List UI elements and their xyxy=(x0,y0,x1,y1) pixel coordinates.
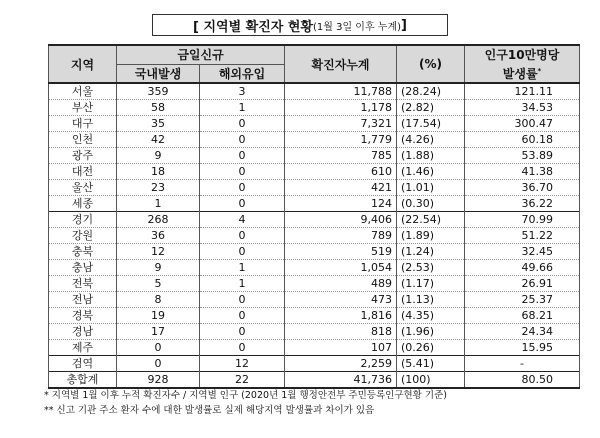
header-region: 지역 xyxy=(49,45,117,83)
cell-percent: (1.13) xyxy=(397,292,465,308)
cell-percent: (1.24) xyxy=(397,244,465,260)
cell-domestic: 42 xyxy=(117,132,200,148)
cell-percent: (28.24) xyxy=(397,83,465,100)
cell-overseas: 0 xyxy=(200,292,285,308)
table-row xyxy=(49,148,580,164)
cell-region: 전남 xyxy=(49,292,117,308)
cell-domestic: 268 xyxy=(117,212,200,228)
cell-percent: (5.41) xyxy=(397,356,465,372)
table-title xyxy=(152,14,448,36)
cell-percent: (2.53) xyxy=(397,260,465,276)
cell-overseas: 12 xyxy=(200,356,285,372)
cell-rate: 121.11 xyxy=(465,83,580,100)
cell-domestic: 0 xyxy=(117,340,200,356)
cell-percent: (1.88) xyxy=(397,148,465,164)
cell-domestic: 8 xyxy=(117,292,200,308)
cell-overseas: 1 xyxy=(200,100,285,116)
cell-overseas: 0 xyxy=(200,308,285,324)
cell-overseas: 0 xyxy=(200,324,285,340)
cell-region: 검역 xyxy=(49,356,117,372)
cell-percent: (0.30) xyxy=(397,196,465,212)
cell-region: 세종 xyxy=(49,196,117,212)
header-rate-line1: 인구10만명당 xyxy=(484,47,560,62)
cell-percent: (0.26) xyxy=(397,340,465,356)
cell-domestic: 35 xyxy=(117,116,200,132)
cell-rate: 80.50 xyxy=(465,372,580,389)
cell-rate: 36.22 xyxy=(465,196,580,212)
cell-cumulative: 41,736 xyxy=(285,372,397,389)
cell-region: 울산 xyxy=(49,180,117,196)
title-close-bracket: ] xyxy=(401,17,407,33)
cell-percent: (22.54) xyxy=(397,212,465,228)
cell-region: 경남 xyxy=(49,324,117,340)
table-row xyxy=(49,340,580,356)
cell-cumulative: 785 xyxy=(285,148,397,164)
cell-region: 전북 xyxy=(49,276,117,292)
cell-rate: 60.18 xyxy=(465,132,580,148)
cell-region: 부산 xyxy=(49,100,117,116)
cell-rate: 34.53 xyxy=(465,100,580,116)
footnotes xyxy=(44,388,447,418)
cell-domestic: 1 xyxy=(117,196,200,212)
cell-percent: (1.89) xyxy=(397,228,465,244)
cell-rate: 36.70 xyxy=(465,180,580,196)
cell-rate: 70.99 xyxy=(465,212,580,228)
header-percent: (%) xyxy=(397,45,465,83)
table-row xyxy=(49,83,580,100)
cell-overseas: 0 xyxy=(200,164,285,180)
table-row xyxy=(49,132,580,148)
cell-region: 대전 xyxy=(49,164,117,180)
table-row xyxy=(49,276,580,292)
cell-percent: (1.46) xyxy=(397,164,465,180)
cell-overseas: 0 xyxy=(200,132,285,148)
table-row xyxy=(49,116,580,132)
cell-domestic: 23 xyxy=(117,180,200,196)
title-main: [ 지역별 확진자 현황 xyxy=(193,19,313,35)
header-overseas: 해외유입 xyxy=(200,64,285,83)
cell-region: 총합계 xyxy=(49,372,117,389)
table-row xyxy=(49,228,580,244)
cell-cumulative: 9,406 xyxy=(285,212,397,228)
cell-percent: (2.82) xyxy=(397,100,465,116)
cell-cumulative: 1,178 xyxy=(285,100,397,116)
cell-region: 강원 xyxy=(49,228,117,244)
cell-percent: (1.96) xyxy=(397,324,465,340)
cell-domestic: 18 xyxy=(117,164,200,180)
table-row xyxy=(49,324,580,340)
table-row xyxy=(49,100,580,116)
cell-rate: 25.37 xyxy=(465,292,580,308)
cell-region: 서울 xyxy=(49,83,117,100)
cell-cumulative: 2,259 xyxy=(285,356,397,372)
cell-cumulative: 818 xyxy=(285,324,397,340)
cell-cumulative: 421 xyxy=(285,180,397,196)
title-subtitle: (1월 3일 이후 누계) xyxy=(313,21,402,33)
cell-cumulative: 489 xyxy=(285,276,397,292)
cell-cumulative: 124 xyxy=(285,196,397,212)
cell-cumulative: 610 xyxy=(285,164,397,180)
cell-rate: 32.45 xyxy=(465,244,580,260)
header-rate-line2: 발생률 xyxy=(502,66,538,81)
cell-cumulative: 11,788 xyxy=(285,83,397,100)
cell-domestic: 9 xyxy=(117,260,200,276)
cell-cumulative: 1,816 xyxy=(285,308,397,324)
header-today-new: 금일신규 xyxy=(117,45,285,64)
cell-percent: (1.17) xyxy=(397,276,465,292)
cell-cumulative: 789 xyxy=(285,228,397,244)
footnote-2: ** 신고 기관 주소 환자 수에 대한 발생률로 실제 해당지역 발생률과 차이가 있음 xyxy=(44,405,375,416)
cell-percent: (4.35) xyxy=(397,308,465,324)
table-row xyxy=(49,260,580,276)
cell-overseas: 22 xyxy=(200,372,285,389)
cell-domestic: 0 xyxy=(117,356,200,372)
table-row xyxy=(49,372,580,389)
cell-overseas: 1 xyxy=(200,276,285,292)
table-row xyxy=(49,196,580,212)
cell-domestic: 928 xyxy=(117,372,200,389)
footnote-1: * 지역별 1월 이후 누적 확진자수 / 지역별 인구 (2020년 1월 행정안전부 주민등록인구현황 기준) xyxy=(44,390,447,401)
cell-percent: (1.01) xyxy=(397,180,465,196)
cell-region: 광주 xyxy=(49,148,117,164)
cell-region: 충남 xyxy=(49,260,117,276)
cell-region: 인천 xyxy=(49,132,117,148)
cell-overseas: 0 xyxy=(200,116,285,132)
cell-cumulative: 519 xyxy=(285,244,397,260)
cell-overseas: 4 xyxy=(200,212,285,228)
cell-domestic: 17 xyxy=(117,324,200,340)
table-row xyxy=(49,244,580,260)
cell-cumulative: 1,779 xyxy=(285,132,397,148)
cell-percent: (100) xyxy=(397,372,465,389)
cell-percent: (4.26) xyxy=(397,132,465,148)
cell-rate: 49.66 xyxy=(465,260,580,276)
cell-rate: 300.47 xyxy=(465,116,580,132)
cell-domestic: 58 xyxy=(117,100,200,116)
cell-rate: 24.34 xyxy=(465,324,580,340)
cell-rate: 68.21 xyxy=(465,308,580,324)
cell-domestic: 12 xyxy=(117,244,200,260)
regional-cases-table xyxy=(48,44,580,389)
cell-region: 충북 xyxy=(49,244,117,260)
cell-rate: 51.22 xyxy=(465,228,580,244)
cell-overseas: 0 xyxy=(200,196,285,212)
cell-rate: 41.38 xyxy=(465,164,580,180)
cell-overseas: 1 xyxy=(200,260,285,276)
cell-cumulative: 107 xyxy=(285,340,397,356)
cell-domestic: 359 xyxy=(117,83,200,100)
cell-cumulative: 473 xyxy=(285,292,397,308)
table-row xyxy=(49,164,580,180)
cell-domestic: 19 xyxy=(117,308,200,324)
cell-region: 경북 xyxy=(49,308,117,324)
cell-overseas: 3 xyxy=(200,83,285,100)
cell-rate: - xyxy=(465,356,580,372)
table-row xyxy=(49,356,580,372)
cell-region: 경기 xyxy=(49,212,117,228)
cell-cumulative: 7,321 xyxy=(285,116,397,132)
table-row xyxy=(49,292,580,308)
cell-rate: 15.95 xyxy=(465,340,580,356)
cell-overseas: 0 xyxy=(200,180,285,196)
cell-domestic: 36 xyxy=(117,228,200,244)
cell-rate: 26.91 xyxy=(465,276,580,292)
table-row xyxy=(49,212,580,228)
cell-overseas: 0 xyxy=(200,244,285,260)
header-domestic: 국내발생 xyxy=(117,64,200,83)
cell-percent: (17.54) xyxy=(397,116,465,132)
header-rate-mark: * xyxy=(537,66,542,75)
header-rate xyxy=(465,45,580,83)
cell-domestic: 9 xyxy=(117,148,200,164)
cell-overseas: 0 xyxy=(200,340,285,356)
header-cumulative: 확진자누계 xyxy=(285,45,397,83)
cell-overseas: 0 xyxy=(200,148,285,164)
cell-domestic: 5 xyxy=(117,276,200,292)
cell-region: 제주 xyxy=(49,340,117,356)
cell-cumulative: 1,054 xyxy=(285,260,397,276)
cell-region: 대구 xyxy=(49,116,117,132)
table-row xyxy=(49,308,580,324)
table-row xyxy=(49,180,580,196)
table-body xyxy=(49,83,580,388)
cell-rate: 53.89 xyxy=(465,148,580,164)
cell-overseas: 0 xyxy=(200,228,285,244)
